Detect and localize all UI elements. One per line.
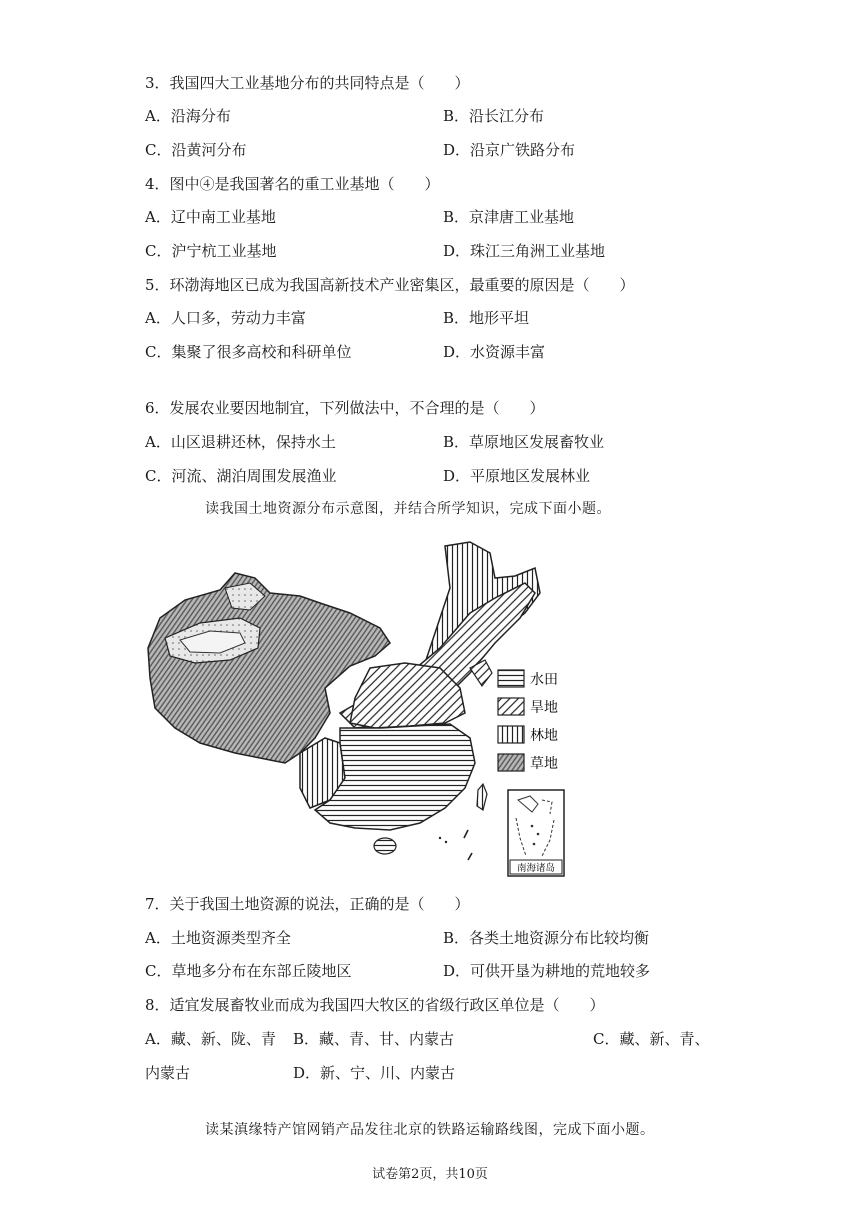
question-6-option-c: C．河流、湖泊周围发展渔业 (145, 467, 337, 485)
question-7-option-a: A．土地资源类型齐全 (145, 929, 291, 947)
question-3-option-d: D．沿京广铁路分布 (443, 141, 576, 159)
question-7-option-d: D．可供开垦为耕地的荒地较多 (443, 962, 651, 980)
inset-label: 南海诸岛 (516, 863, 556, 874)
question-6-stem: 6．发展农业要因地制宜，下列做法中，不合理的是（ ） (145, 399, 545, 417)
question-3-stem: 3．我国四大工业基地分布的共同特点是（ ） (145, 74, 470, 92)
question-3-option-b: B．沿长江分布 (443, 107, 545, 125)
taiwan-island (477, 784, 487, 810)
question-4-option-c: C．沪宁杭工业基地 (145, 242, 277, 260)
question-7-stem: 7．关于我国土地资源的说法，正确的是（ ） (145, 895, 470, 913)
question-4-option-b: B．京津唐工业基地 (443, 208, 575, 226)
land-resources-map (140, 538, 576, 878)
question-5-stem: 5．环渤海地区已成为我国高新技术产业密集区，最重要的原因是（ ） (145, 276, 635, 294)
map-intro-text: 读我国土地资源分布示意图，并结合所学知识，完成下面小题。 (205, 501, 611, 517)
legend-paddy-label: 水田 (530, 672, 558, 688)
question-7-option-b: B．各类土地资源分布比较均衡 (443, 929, 650, 947)
question-5-option-a: A．人口多，劳动力丰富 (145, 309, 306, 327)
legend-grass-label: 草地 (530, 756, 558, 772)
question-6-option-d: D．平原地区发展林业 (443, 467, 591, 485)
question-4-option-a: A．辽中南工业基地 (145, 208, 276, 226)
question-6-option-b: B．草原地区发展畜牧业 (443, 433, 605, 451)
question-5-option-c: C．集聚了很多高校和科研单位 (145, 343, 352, 361)
question-8-option-c-continued: 内蒙古 (145, 1064, 191, 1082)
question-5-option-d: D．水资源丰富 (443, 343, 546, 361)
map-legend (498, 670, 558, 772)
question-8-option-d: D．新、宁、川、内蒙古 (293, 1064, 456, 1082)
question-4-option-d: D．珠江三角洲工业基地 (443, 242, 606, 260)
question-3-option-c: C．沿黄河分布 (145, 141, 247, 159)
question-8-option-b: B．藏、青、甘、内蒙古 (293, 1030, 455, 1048)
question-8-option-c: C．藏、新、青、 (593, 1030, 710, 1048)
legend-forest-label: 林地 (530, 728, 558, 744)
page-footer: 试卷第2页，共10页 (372, 1167, 488, 1182)
sea-boundary-mark (464, 830, 468, 838)
legend-dryland-label: 旱地 (530, 700, 558, 716)
question-5-option-b: B．地形平坦 (443, 309, 530, 327)
question-8-stem: 8．适宜发展畜牧业而成为我国四大牧区的省级行政区单位是（ ） (145, 996, 605, 1014)
question-4-stem: 4．图中④是我国著名的重工业基地（ ） (145, 175, 440, 193)
sea-boundary-mark (468, 853, 472, 860)
question-6-option-a: A．山区退耕还林，保持水土 (145, 433, 336, 451)
hainan-island (374, 838, 396, 854)
rail-intro-text: 读某滇缘特产馆网销产品发往北京的铁路运输路线图，完成下面小题。 (205, 1122, 655, 1138)
question-7-option-c: C．草地多分布在东部丘陵地区 (145, 962, 352, 980)
south-china-sea-inset (508, 790, 564, 876)
question-8-option-a: A．藏、新、陇、青 (145, 1030, 276, 1048)
question-3-option-a: A．沿海分布 (145, 107, 231, 125)
